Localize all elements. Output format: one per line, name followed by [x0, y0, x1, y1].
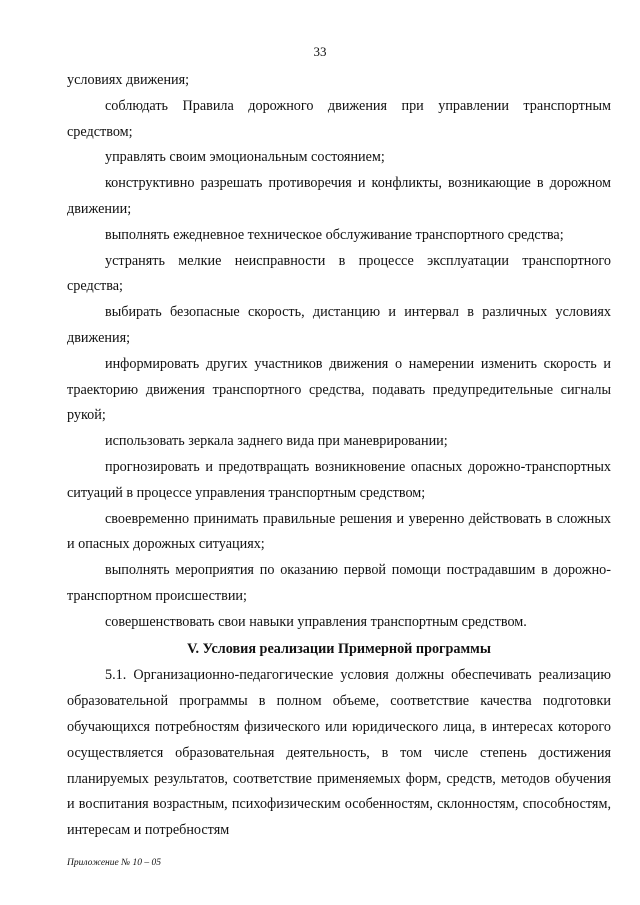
skill-item: прогнозировать и предотвращать возникновение опасных дорожно-транспортных ситуаций в процессе управления транспортным средством; — [67, 458, 611, 501]
section-paragraph: 5.1. Организационно-педагогические условия должны обеспечивать реализацию образовательной программы в полном объеме, соответствие качества подготовки обучающихся потребностям физического или юридического лица, в интересах которого осуществляется образовательная деятельность, в том числе степень достижения планируемых результатов, соответствие применяемых форм, средств, методов обучения и воспитания возрастным, психофизическим особенностям, склонностям, способностям, интересам и потребностям — [67, 667, 611, 839]
skill-item: информировать других участников движения о намерении изменить скорость и траекторию движения транспортного средства, подавать предупредительные сигналы рукой; — [67, 355, 611, 424]
skill-item: конструктивно разрешать противоречия и конфликты, возникающие в дорожном движении; — [67, 175, 611, 217]
page-number: 33 — [313, 44, 327, 59]
footer-note: Приложение № 10 – 05 — [67, 858, 161, 868]
skill-item: выбирать безопасные скорость, дистанцию и интервал в различных условиях движения; — [67, 304, 611, 346]
paragraph-continuation: условиях движения; — [67, 72, 190, 88]
skill-item: соблюдать Правила дорожного движения при управлении транспортным средством; — [67, 97, 611, 140]
section-title: V. Условия реализации Примерной программы — [187, 640, 491, 657]
skill-item: использовать зеркала заднего вида при маневрировании; — [105, 433, 448, 450]
skill-item: устранять мелкие неисправности в процессе эксплуатации транспортного средства; — [67, 252, 611, 295]
skill-item: своевременно принимать правильные решения и уверенно действовать в сложных и опасных дорожных ситуациях; — [67, 510, 611, 553]
skill-item: управлять своим эмоциональным состоянием; — [105, 149, 385, 166]
skill-item: совершенствовать свои навыки управления транспортным средством. — [105, 613, 527, 630]
page-content — [67, 68, 611, 844]
skill-item: выполнять мероприятия по оказанию первой помощи пострадавшим в дорожно-транспортном происшествии; — [67, 562, 611, 604]
skill-item: выполнять ежедневное техническое обслуживание транспортного средства; — [105, 226, 564, 243]
